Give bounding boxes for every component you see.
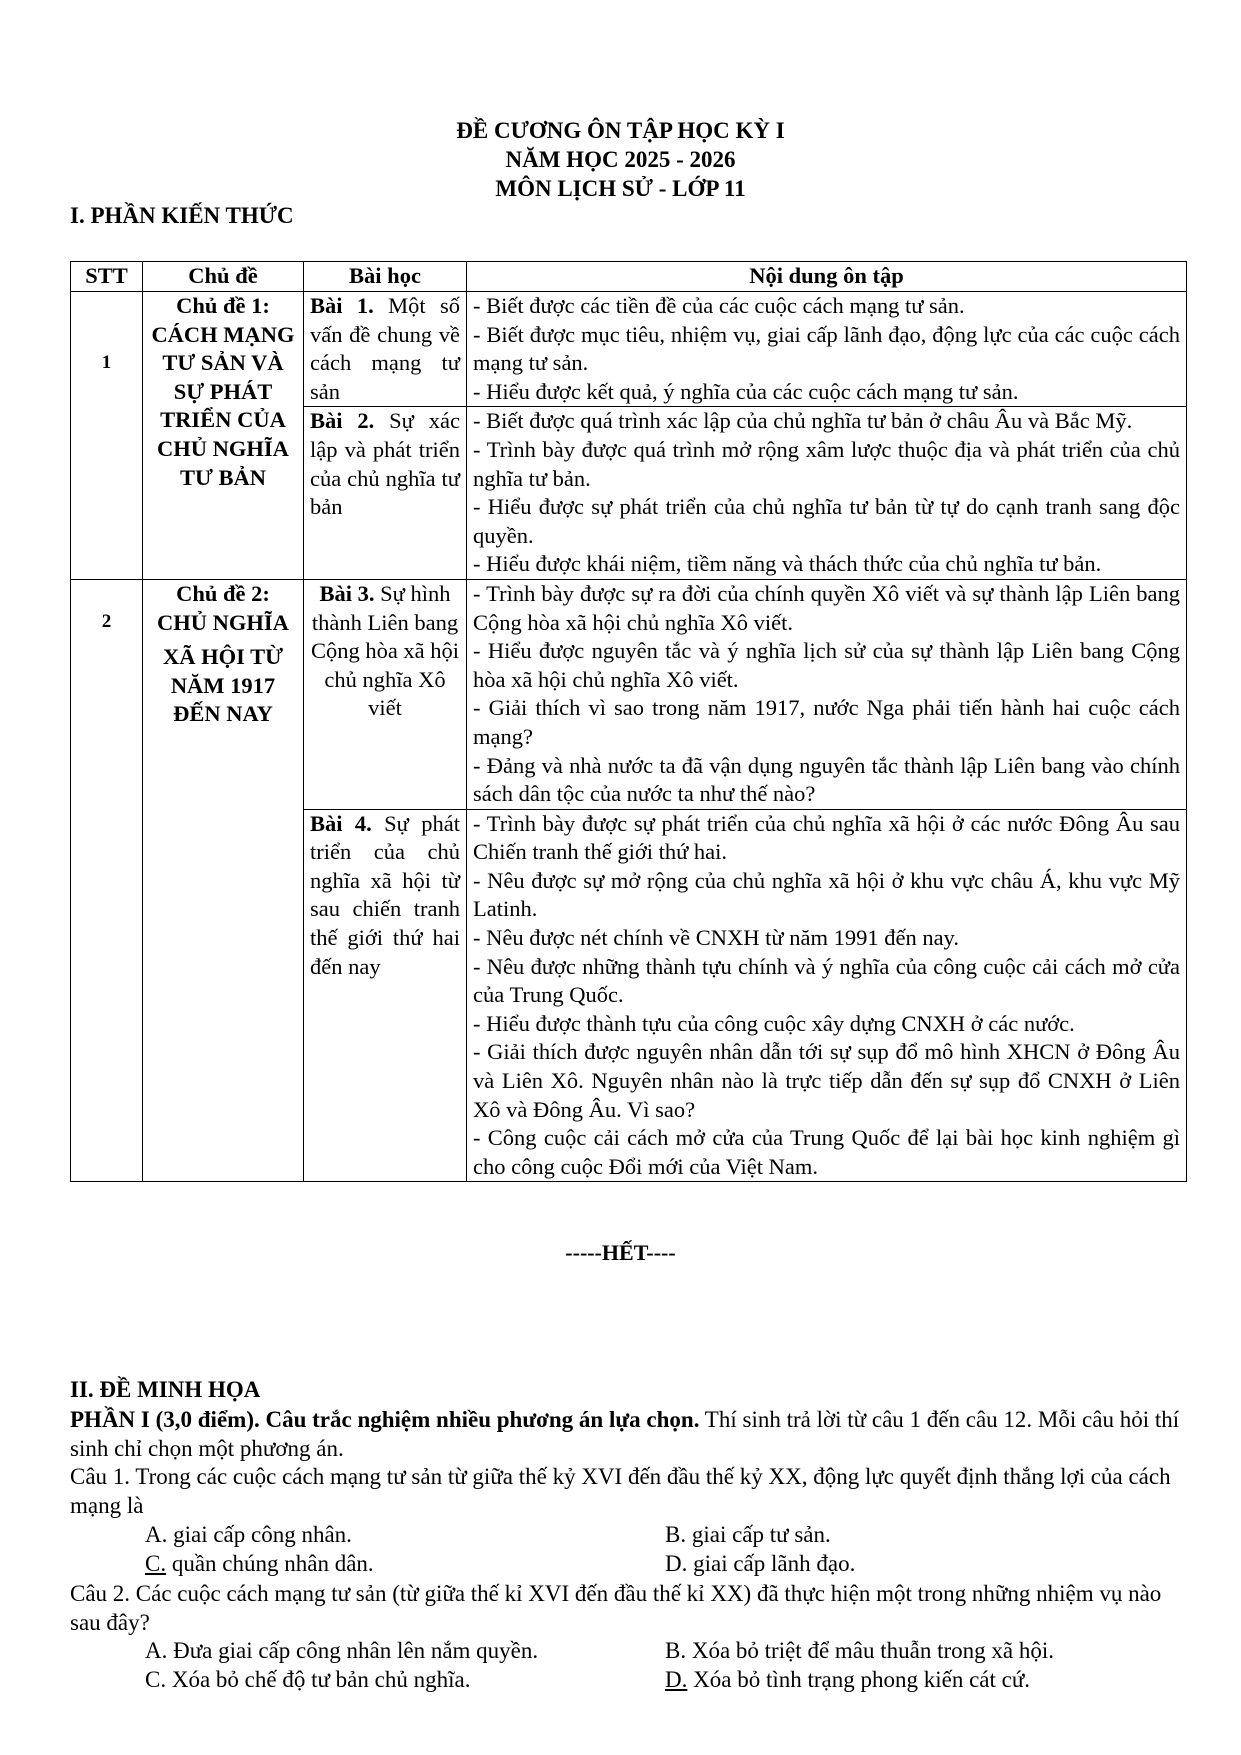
lesson-cell (304, 292, 467, 407)
lesson-text: Sự hình thành Liên bang Cộng hòa xã hội chủ nghĩa Xô viết (310, 580, 460, 721)
content-item: - Nêu được những thành tựu chính và ý nghĩa của công cuộc cải cách mở cửa của Trung Quốc. (473, 953, 1180, 1008)
end-mark: -----HẾT---- (565, 1240, 676, 1265)
row-stt: 1 (71, 292, 143, 580)
content-cell (467, 809, 1187, 1182)
header-topic: Chủ đề (143, 262, 304, 292)
review-table (70, 261, 1187, 1182)
lesson-cell (304, 579, 467, 809)
lesson-title: Bài 2. (310, 408, 375, 434)
header-lesson: Bài học (304, 262, 467, 292)
content-cell (467, 292, 1187, 407)
q2-option-a: A. Đưa giai cấp công nhân lên nắm quyền. (145, 1638, 539, 1663)
lesson-title: Bài 1. (310, 293, 374, 318)
table-row (71, 292, 1187, 407)
part1-instructions (70, 1406, 1186, 1463)
topic-line-a: Chủ đề 2: CHỦ NGHĨA (157, 580, 289, 635)
part1-text: Thí sinh trả lời từ câu 1 đến câu 12. Mỗi câu hỏi thí sinh chỉ chọn một phương án. (70, 1407, 1180, 1461)
content-item: - Hiểu được khái niệm, tiềm năng và thách thức của chủ nghĩa tư bản. (473, 551, 1102, 577)
q2-option-d-text: Xóa bỏ tình trạng phong kiến cát cứ. (687, 1667, 1031, 1692)
content-item: - Biết được các tiền đề của các cuộc cách mạng tư sản. (473, 293, 965, 318)
content-item: - Giải thích vì sao trong năm 1917, nước Nga phải tiến hành hai cuộc cách mạng? (473, 695, 1180, 749)
lesson-cell (304, 809, 467, 1182)
lesson-text: Sự xác lập và phát triển của chủ nghĩa tư bản (310, 408, 460, 520)
header-stt: STT (71, 262, 143, 292)
question-2: Câu 2. Các cuộc cách mạng tư sản (từ giữa thế kỉ XVI đến đầu thế kỉ XX) đã thực hiện một trong những nhiệm vụ nào sau đây? (70, 1581, 1162, 1635)
part1-label: PHẦN I (3,0 điểm). Câu trắc nghiệm nhiều phương án lựa chọn. (70, 1407, 700, 1432)
content-item: - Hiểu được kết quả, ý nghĩa của các cuộc cách mạng tư sản. (473, 378, 1019, 404)
section2-heading: II. ĐỀ MINH HỌA (70, 1377, 261, 1402)
content-item: - Đảng và nhà nước ta đã vận dụng nguyên tắc thành lập Liên bang vào chính sách dân tộc của nước ta như thế nào? (473, 752, 1180, 807)
lesson-title: Bài 3. (319, 580, 375, 606)
doc-title-line2: NĂM HỌC 2025 - 2026 (505, 147, 736, 172)
content-item: - Hiểu được sự phát triển của chủ nghĩa tư bản từ tự do cạnh tranh sang độc quyền. (473, 494, 1180, 548)
lesson-text: Sự phát triển của chủ nghĩa xã hội từ sau chiến tranh thế giới thứ hai đến nay (310, 810, 460, 979)
content-item: - Biết được mục tiêu, nhiệm vụ, giai cấp lãnh đạo, động lực của các cuộc cách mạng tư sản. (473, 321, 1180, 376)
q1-option-c (145, 1551, 374, 1577)
lesson-cell (304, 407, 467, 580)
header-content: Nội dung ôn tập (467, 262, 1187, 292)
row-topic: Chủ đề 1: CÁCH MẠNG TƯ SẢN VÀ SỰ PHÁT TRIỂN CỦA CHỦ NGHĨA TƯ BẢN (143, 292, 304, 580)
content-item: - Hiểu được thành tựu của công cuộc xây dựng CNXH ở các nước. (473, 1010, 1075, 1036)
q1-option-c-letter: C. (145, 1551, 167, 1576)
q1-option-a: A. giai cấp công nhân. (145, 1522, 352, 1547)
q2-option-d (665, 1667, 1030, 1693)
q2-option-d-letter: D. (665, 1667, 688, 1692)
content-cell (467, 407, 1187, 580)
section1-heading: I. PHẦN KIẾN THỨC (70, 203, 294, 228)
content-item: - Trình bày được quá trình mở rộng xâm lược thuộc địa và phát triển của chủ nghĩa tư bản. (473, 436, 1180, 491)
content-item: - Hiểu được nguyên tắc và ý nghĩa lịch sử của sự thành lập Liên bang Cộng hòa xã hội chủ nghĩa Xô viết. (473, 638, 1180, 692)
content-item: - Biết được quá trình xác lập của chủ nghĩa tư bản ở châu Âu và Bắc Mỹ. (473, 408, 1133, 434)
row-topic (143, 579, 304, 1181)
q1-option-b: B. giai cấp tư sản. (665, 1522, 831, 1547)
content-item: - Trình bày được sự ra đời của chính quyền Xô viết và sự thành lập Liên bang Cộng hòa xã hội chủ nghĩa Xô viết. (473, 580, 1180, 635)
lesson-title: Bài 4. (310, 810, 372, 836)
question-1: Câu 1. Trong các cuộc cách mạng tư sản từ giữa thế kỷ XVI đến đầu thế kỷ XX, động lực quyết định thắng lợi của cách mạng là (70, 1464, 1171, 1518)
content-cell (467, 579, 1187, 809)
content-item: - Giải thích được nguyên nhân dẫn tới sự sụp đổ mô hình XHCN ở Đông Âu và Liên Xô. Nguyên nhân nào là trực tiếp dẫn đến sự sụp đổ CNXH ở Liên Xô và Đông Âu. Vì sao? (473, 1039, 1180, 1122)
doc-title-line1: ĐỀ CƯƠNG ÔN TẬP HỌC KỲ I (456, 118, 785, 143)
content-item: - Trình bày được sự phát triển của chủ nghĩa xã hội ở các nước Đông Âu sau Chiến tranh thế giới thứ hai. (473, 810, 1180, 865)
q1-option-d: D. giai cấp lãnh đạo. (665, 1551, 856, 1576)
content-item: - Công cuộc cải cách mở cửa của Trung Quốc để lại bài học kinh nghiệm gì cho công cuộc Đổi mới của Việt Nam. (473, 1125, 1180, 1179)
content-item: - Nêu được nét chính về CNXH từ năm 1991 đến nay. (473, 925, 959, 951)
q2-option-c: C. Xóa bỏ chế độ tư bản chủ nghĩa. (145, 1667, 471, 1692)
row-stt: 2 (71, 579, 143, 1181)
q2-option-b: B. Xóa bỏ triệt để mâu thuẫn trong xã hội. (665, 1638, 1055, 1663)
doc-title-line3: MÔN LỊCH SỬ - LỚP 11 (495, 176, 746, 201)
content-item: - Nêu được sự mở rộng của chủ nghĩa xã hội ở khu vực châu Á, khu vực Mỹ Latinh. (473, 867, 1180, 922)
q1-option-c-text: quần chúng nhân dân. (166, 1551, 374, 1576)
table-row (71, 579, 1187, 809)
table-header-row (71, 262, 1187, 292)
lesson-text: Một số vấn đề chung về cách mạng tư sản (310, 293, 460, 404)
topic-line-b: XÃ HỘI TỪ NĂM 1917 ĐẾN NAY (162, 644, 283, 727)
